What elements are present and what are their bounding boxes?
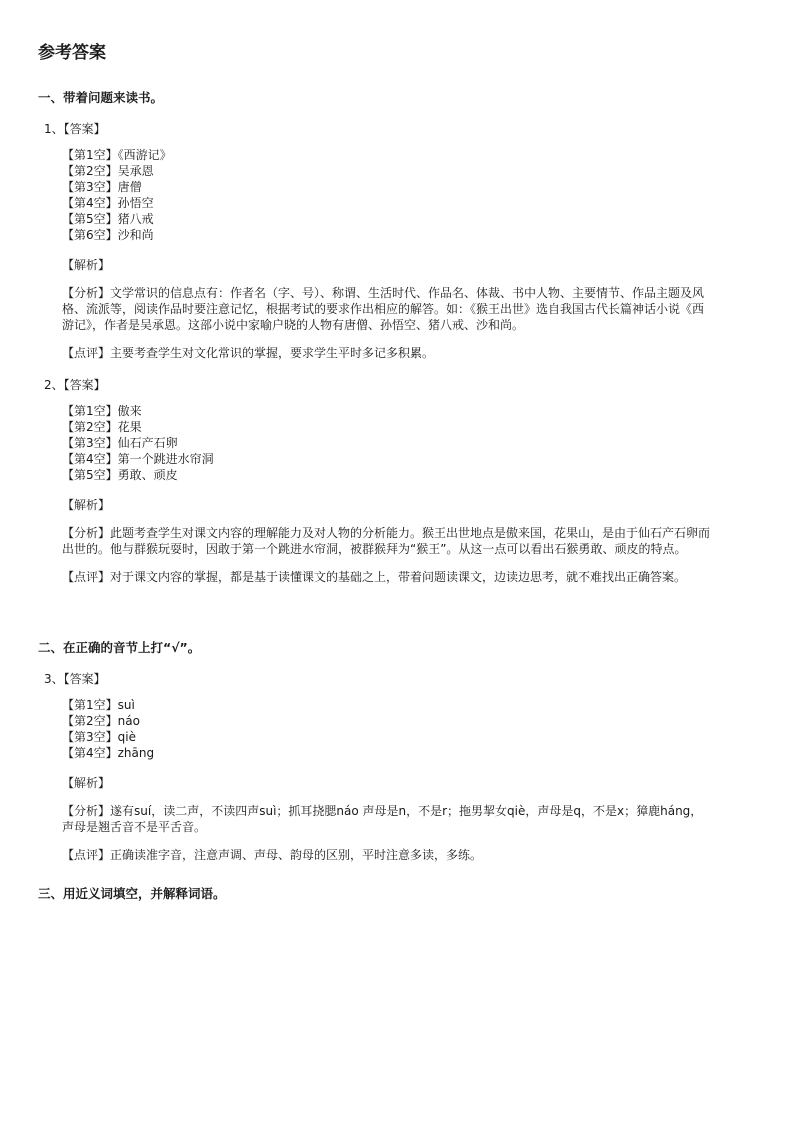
answer-item: 【第1空】suì bbox=[62, 698, 135, 712]
page-title: 参考答案 bbox=[38, 43, 106, 63]
analysis-text: 文学常识的信息点有：作者名（字、号）、称谓、生活时代、作品名、体裁、书中人物、主要情节、作品主题及风格、流派等，阅读作品时要注意记忆，根据考试的要求作出相应的解答。如：《猴王出世》选自我国古代长篇神话小说《西游记》，作者是吴承恩。这部小说中家喻户晓的人物有唐僧、孙悟空、猪八戒、沙和尚。 bbox=[62, 286, 705, 332]
comment-paragraph bbox=[62, 345, 712, 361]
question-label-3: 3、【答案】 bbox=[44, 672, 106, 686]
question-block-2 bbox=[62, 403, 712, 585]
answer-item: 【第1空】傲来 bbox=[62, 404, 142, 418]
question-block-1 bbox=[62, 147, 712, 361]
section-heading-2: 二、在正确的音节上打“√”。 bbox=[38, 640, 201, 655]
comment-paragraph bbox=[62, 847, 712, 863]
answer-item: 【第2空】吴承恩 bbox=[62, 164, 154, 178]
answer-list-2 bbox=[62, 403, 712, 483]
answer-item: 【第4空】第一个跳进水帘洞 bbox=[62, 452, 214, 466]
analysis-tag: 【分析】 bbox=[62, 526, 111, 540]
question-label-1: 1、【答案】 bbox=[44, 122, 106, 136]
answer-list-3 bbox=[62, 697, 712, 761]
question-block-3 bbox=[62, 697, 712, 863]
answer-item: 【第3空】唐僧 bbox=[62, 180, 142, 194]
answer-item: 【第2空】náo bbox=[62, 714, 140, 728]
answer-item: 【第4空】孙悟空 bbox=[62, 196, 154, 210]
analysis-tag: 【分析】 bbox=[62, 286, 111, 300]
jiexi-label: 【解析】 bbox=[62, 498, 111, 512]
analysis-paragraph bbox=[62, 285, 712, 333]
comment-tag: 【点评】 bbox=[62, 570, 111, 584]
comment-text: 对于课文内容的掌握，都是基于读懂课文的基础之上，带着问题读课文，边读边思考，就不难找出正确答案。 bbox=[110, 570, 687, 584]
analysis-text: 遂有suí，读二声，不读四声suì；抓耳挠腮náo 声母是n，不是r；拖男挈女qiè，声母是q，不是x；獐鹿háng，声母是翘舌音不是平舌音。 bbox=[62, 804, 703, 834]
answer-list-1 bbox=[62, 147, 712, 243]
analysis-text: 此题考查学生对课文内容的理解能力及对人物的分析能力。猴王出世地点是傲来国，花果山，是由于仙石产石卵而出世的。他与群猴玩耍时，因敢于第一个跳进水帘洞，被群猴拜为“猴王”。从这一点可以看出石猴勇敢、顽皮的特点。 bbox=[62, 526, 711, 556]
section-heading-3: 三、用近义词填空，并解释词语。 bbox=[38, 886, 226, 901]
answer-item: 【第4空】zhāng bbox=[62, 746, 155, 760]
question-label-2: 2、【答案】 bbox=[44, 378, 106, 392]
comment-tag: 【点评】 bbox=[62, 848, 111, 862]
answer-item: 【第1空】《西游记》 bbox=[62, 148, 172, 162]
answer-item: 【第3空】仙石产石卵 bbox=[62, 436, 178, 450]
answer-item: 【第5空】勇敢、顽皮 bbox=[62, 468, 178, 482]
analysis-tag: 【分析】 bbox=[62, 804, 111, 818]
analysis-paragraph bbox=[62, 525, 712, 557]
section-heading-1: 一、带着问题来读书。 bbox=[38, 90, 164, 105]
comment-tag: 【点评】 bbox=[62, 346, 111, 360]
answer-item: 【第2空】花果 bbox=[62, 420, 142, 434]
comment-paragraph bbox=[62, 569, 712, 585]
jiexi-label: 【解析】 bbox=[62, 776, 111, 790]
answer-item: 【第6空】沙和尚 bbox=[62, 228, 154, 242]
comment-text: 主要考查学生对文化常识的掌握，要求学生平时多记多积累。 bbox=[110, 346, 435, 360]
answer-item: 【第5空】猪八戒 bbox=[62, 212, 154, 226]
comment-text: 正确读准字音，注意声调、声母、韵母的区别，平时注意多读，多练。 bbox=[110, 848, 483, 862]
jiexi-label: 【解析】 bbox=[62, 258, 111, 272]
answer-item: 【第3空】qiè bbox=[62, 730, 136, 744]
analysis-paragraph bbox=[62, 803, 712, 835]
